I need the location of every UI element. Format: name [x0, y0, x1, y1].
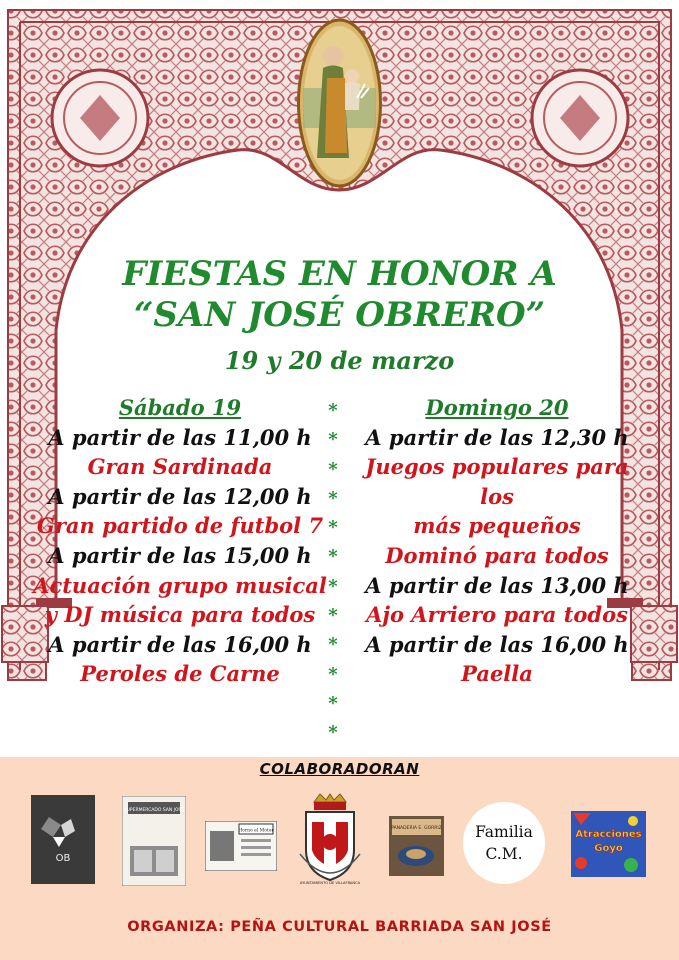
separator-star: *: [328, 400, 338, 421]
separator-star: *: [328, 517, 338, 539]
atracciones-goyo-logo: [571, 811, 646, 877]
goyo-text: Goyo: [594, 843, 623, 854]
horno-text: Horno el Motor: [238, 828, 274, 834]
separator-star: *: [328, 722, 338, 744]
separator-star: *: [328, 605, 338, 627]
ayuntamiento-shield-logo: [292, 792, 368, 886]
schedule-event: Gran partido de futbol 7: [36, 513, 324, 539]
separator-star: *: [328, 663, 338, 685]
schedule-event: Gran Sardinada: [87, 454, 273, 480]
schedule-time: A partir de las 16,00 h: [48, 631, 312, 657]
ob-logo-text: OB: [55, 853, 71, 864]
sunday-schedule: [352, 393, 642, 689]
column-separator: [323, 396, 343, 748]
sponsors-heading: COLABORADORAN: [259, 760, 420, 778]
ayuntamiento-text: AYUNTAMIENTO DE VILLAFRANCA: [299, 881, 361, 885]
familia-line-1: Familia: [475, 823, 533, 841]
organizer-line: ORGANIZA: PEÑA CULTURAL BARRIADA SAN JOSÉ: [127, 919, 552, 935]
atracciones-text: Atracciones: [575, 829, 642, 840]
event-dates: 19 y 20 de marzo: [224, 346, 455, 375]
schedule-time: A partir de las 16,00 h: [365, 631, 629, 657]
familia-line-2: C.M.: [485, 845, 523, 863]
schedule-time: A partir de las 12,00 h: [48, 483, 312, 509]
schedule-time: A partir de las 12,30 h: [365, 424, 629, 450]
schedule-time: A partir de las 13,00 h: [365, 572, 629, 598]
separator-star: *: [328, 692, 338, 714]
schedule-event: Dominó para todos: [385, 542, 609, 568]
separator-star: *: [328, 546, 338, 568]
supermercado-text: SUPERMERCADO SAN JOSÉ: [123, 808, 185, 813]
title-line-2: “SAN JOSÉ OBRERO”: [133, 295, 546, 335]
sunday-heading: Domingo 20: [425, 395, 569, 420]
supermercado-logo: [122, 796, 186, 886]
panaderia-text: PANADERIA E. GORRIZ: [391, 826, 442, 831]
ob-logo: [31, 795, 95, 884]
separator-star: *: [328, 429, 338, 451]
separator-star: *: [328, 487, 338, 509]
saturday-heading: Sábado 19: [118, 395, 242, 420]
schedule-event: y DJ música para todos: [44, 602, 316, 628]
horno-logo: [205, 821, 277, 871]
schedule-event: Paella: [461, 661, 533, 687]
panaderia-logo: [389, 816, 444, 876]
familia-cm-logo: [463, 802, 545, 884]
schedule-event: Juegos populares para los: [365, 454, 629, 509]
saturday-schedule: [30, 393, 330, 689]
schedule-time: A partir de las 11,00 h: [48, 424, 312, 450]
separator-star: *: [328, 575, 338, 597]
title-line-1: FIESTAS EN HONOR A: [122, 254, 557, 294]
schedule-event: Actuación grupo musical: [33, 572, 327, 598]
schedule-event: Peroles de Carne: [80, 661, 280, 687]
schedule-event: más pequeños: [413, 513, 581, 539]
schedule-time: A partir de las 15,00 h: [48, 542, 312, 568]
saint-joseph-image: [297, 18, 382, 188]
separator-star: *: [328, 458, 338, 480]
separator-star: *: [328, 634, 338, 656]
schedule-event: Ajo Arriero para todos: [366, 602, 628, 628]
